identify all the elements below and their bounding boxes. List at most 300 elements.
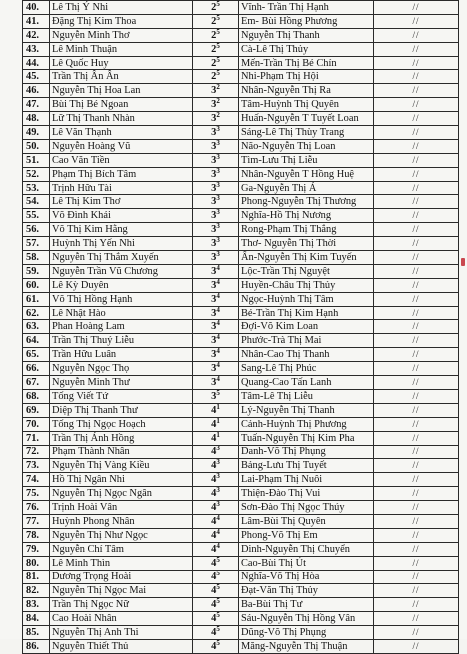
row-number: 78. [23, 528, 50, 542]
class-grade: 3 [211, 293, 217, 305]
class-grade: 4 [211, 515, 217, 527]
note-mark: // [374, 542, 459, 556]
class-cell [193, 542, 239, 556]
table-row [23, 487, 459, 501]
table-row [23, 570, 459, 584]
row-number: 74. [23, 473, 50, 487]
class-grade: 3 [211, 196, 217, 208]
table-row [23, 112, 459, 126]
row-number: 68. [23, 389, 50, 403]
parent-name: Phong-Nguyễn Thị Thương [239, 195, 374, 209]
student-name: Võ Thị Kim Hằng [50, 223, 193, 237]
class-grade: 4 [211, 613, 217, 625]
class-cell [193, 348, 239, 362]
row-number: 50. [23, 139, 50, 153]
note-mark: // [374, 195, 459, 209]
class-cell [193, 362, 239, 376]
row-number: 81. [23, 570, 50, 584]
class-cell [193, 639, 239, 653]
page-edge-mark [461, 258, 465, 266]
row-number: 52. [23, 167, 50, 181]
class-grade: 3 [211, 85, 217, 97]
note-mark: // [374, 556, 459, 570]
class-cell [193, 292, 239, 306]
student-name: Võ Đình Khải [50, 209, 193, 223]
student-name: Nguyễn Ngọc Thọ [50, 362, 193, 376]
class-section: 5 [216, 0, 220, 8]
note-mark: // [374, 612, 459, 626]
class-section: 5 [216, 69, 220, 78]
class-cell [193, 98, 239, 112]
table-row [23, 28, 459, 42]
parent-name: Vĩnh- Trần Thị Hạnh [239, 1, 374, 15]
row-number: 44. [23, 56, 50, 70]
note-mark: // [374, 56, 459, 70]
note-mark: // [374, 223, 459, 237]
table-row [23, 459, 459, 473]
parent-name: Lai-Phạm Thị Nuôi [239, 473, 374, 487]
parent-name: Lâm-Bùi Thị Quyên [239, 514, 374, 528]
row-number: 70. [23, 417, 50, 431]
row-number: 58. [23, 251, 50, 265]
class-grade: 3 [211, 182, 217, 194]
class-section: 4 [216, 306, 220, 314]
note-mark: // [374, 278, 459, 292]
row-number: 59. [23, 264, 50, 278]
table-row [23, 181, 459, 195]
table-row [23, 126, 459, 140]
note-mark: // [374, 570, 459, 584]
parent-name: Dinh-Nguyễn Thị Chuyển [239, 542, 374, 556]
class-section: 4 [216, 347, 220, 356]
class-section: 2 [216, 111, 220, 120]
class-grade: 4 [211, 585, 217, 597]
class-section: 5 [216, 42, 220, 50]
note-mark: // [374, 459, 459, 473]
class-grade: 4 [211, 529, 217, 541]
parent-name: Ba-Bùi Thị Tư [239, 598, 374, 612]
class-cell [193, 251, 239, 265]
student-name: Nguyễn Thị Hoa Lan [50, 84, 193, 98]
table-row [23, 167, 459, 181]
student-name: Lê Minh Thìn [50, 556, 193, 570]
student-name: Cao Hoài Nhân [50, 612, 193, 626]
class-cell [193, 501, 239, 515]
note-mark: // [374, 98, 459, 112]
class-grade: 3 [211, 265, 217, 277]
class-cell [193, 556, 239, 570]
class-grade: 4 [211, 474, 217, 486]
row-number: 75. [23, 487, 50, 501]
class-section: 4 [216, 375, 220, 383]
class-section: 3 [216, 472, 220, 481]
student-name: Lê Quốc Huy [50, 56, 193, 70]
class-grade: 2 [211, 29, 217, 41]
note-mark: // [374, 28, 459, 42]
parent-name: Quang-Cao Tấn Lanh [239, 376, 374, 390]
table-row [23, 139, 459, 153]
row-number: 57. [23, 237, 50, 251]
class-grade: 3 [211, 307, 217, 319]
student-list-table [22, 0, 459, 654]
class-grade: 4 [211, 418, 217, 430]
student-name: Lê Kỳ Duyên [50, 278, 193, 292]
class-section: 3 [216, 194, 220, 203]
class-cell [193, 42, 239, 56]
row-number: 46. [23, 84, 50, 98]
class-section: 4 [216, 333, 220, 342]
note-mark: // [374, 403, 459, 417]
class-grade: 3 [211, 279, 217, 291]
table-row [23, 403, 459, 417]
parent-name: Nghĩa-Hồ Thị Nương [239, 209, 374, 223]
parent-name: Lý-Nguyễn Thị Thanh [239, 403, 374, 417]
class-grade: 4 [211, 404, 217, 416]
note-mark: // [374, 292, 459, 306]
table-row [23, 417, 459, 431]
class-cell [193, 626, 239, 640]
parent-name: Cao-Bùi Thị Út [239, 556, 374, 570]
note-mark: // [374, 528, 459, 542]
row-number: 84. [23, 612, 50, 626]
row-number: 86. [23, 639, 50, 653]
table-row [23, 42, 459, 56]
parent-name: Cảnh-Huỳnh Thị Phương [239, 417, 374, 431]
class-grade: 3 [211, 140, 217, 152]
student-name: Nguyễn Chí Tâm [50, 542, 193, 556]
parent-name: Em- Bùi Hồng Phương [239, 14, 374, 28]
table-row [23, 431, 459, 445]
row-number: 43. [23, 42, 50, 56]
note-mark: // [374, 42, 459, 56]
class-cell [193, 167, 239, 181]
table-row [23, 639, 459, 653]
class-section: 4 [216, 514, 220, 522]
note-mark: // [374, 376, 459, 390]
table-row [23, 514, 459, 528]
student-name: Cao Văn Tiền [50, 153, 193, 167]
row-number: 41. [23, 14, 50, 28]
class-grade: 3 [211, 99, 217, 111]
note-mark: // [374, 584, 459, 598]
row-number: 69. [23, 403, 50, 417]
student-name: Đặng Thị Kim Thoa [50, 14, 193, 28]
class-section: 3 [216, 500, 220, 508]
parent-name: Lộc-Trần Thị Nguyệt [239, 264, 374, 278]
class-grade: 3 [211, 113, 217, 125]
student-name: Dương Trọng Hoài [50, 570, 193, 584]
class-grade: 4 [211, 543, 217, 555]
class-cell [193, 209, 239, 223]
note-mark: // [374, 70, 459, 84]
row-number: 47. [23, 98, 50, 112]
note-mark: // [374, 487, 459, 501]
class-grade: 4 [211, 502, 217, 513]
student-name: Nguyễn Thị Anh Thi [50, 626, 193, 640]
table-row [23, 348, 459, 362]
class-grade: 3 [211, 335, 217, 347]
class-cell [193, 403, 239, 417]
table-row [23, 473, 459, 487]
note-mark: // [374, 237, 459, 251]
student-name: Lê Nhật Hào [50, 306, 193, 320]
student-name: Trịnh Hữu Tài [50, 181, 193, 195]
parent-name: Nhi-Phạm Thị Hội [239, 70, 374, 84]
row-number: 72. [23, 445, 50, 459]
class-section: 1 [216, 403, 220, 411]
table-row [23, 292, 459, 306]
note-mark: // [374, 639, 459, 653]
table-row [23, 626, 459, 640]
parent-name: Huyền-Châu Thị Thủy [239, 278, 374, 292]
class-section: 5 [216, 556, 220, 564]
note-mark: // [374, 167, 459, 181]
row-number: 79. [23, 542, 50, 556]
class-cell [193, 584, 239, 598]
student-name: Diệp Thị Thanh Thư [50, 403, 193, 417]
class-cell [193, 223, 239, 237]
class-section: 4 [216, 319, 220, 328]
student-name: Trần Thị Thuý Liễu [50, 334, 193, 348]
class-section: 5 [216, 28, 220, 36]
table-row [23, 445, 459, 459]
parent-name: Nguyễn Thị Thanh [239, 28, 374, 42]
parent-name: Nhân-Nguyễn Thị Ra [239, 84, 374, 98]
note-mark: // [374, 181, 459, 195]
class-cell [193, 1, 239, 15]
note-mark: // [374, 112, 459, 126]
class-cell [193, 389, 239, 403]
student-name: Bùi Thị Bé Ngoan [50, 98, 193, 112]
class-grade: 2 [211, 71, 217, 83]
table-row [23, 376, 459, 390]
student-name: Nguyễn Thị Vàng Kiều [50, 459, 193, 473]
class-cell [193, 14, 239, 28]
class-grade: 4 [211, 627, 217, 639]
parent-name: Sang-Lê Thị Phúc [239, 362, 374, 376]
note-mark: // [374, 306, 459, 320]
class-grade: 3 [211, 238, 217, 250]
class-grade: 3 [211, 349, 217, 361]
class-cell [193, 112, 239, 126]
class-cell [193, 28, 239, 42]
note-mark: // [374, 389, 459, 403]
class-section: 4 [216, 278, 220, 286]
row-number: 83. [23, 598, 50, 612]
note-mark: // [374, 501, 459, 515]
class-cell [193, 445, 239, 459]
class-cell [193, 278, 239, 292]
class-cell [193, 570, 239, 584]
student-name: Nguyễn Thiết Thủ [50, 639, 193, 653]
class-cell [193, 320, 239, 334]
class-section: 3 [216, 250, 220, 258]
student-name: Trịnh Hoài Vân [50, 501, 193, 515]
class-grade: 3 [211, 321, 217, 333]
class-grade: 2 [211, 57, 217, 69]
student-name: Tống Viết Tứ [50, 389, 193, 403]
class-grade: 4 [211, 599, 217, 611]
class-grade: 2 [211, 43, 217, 55]
note-mark: // [374, 153, 459, 167]
table-row [23, 306, 459, 320]
row-number: 76. [23, 501, 50, 515]
table-row [23, 209, 459, 223]
class-cell [193, 528, 239, 542]
class-grade: 3 [211, 390, 217, 402]
table-body [23, 1, 459, 654]
class-section: 5 [216, 389, 220, 397]
row-number: 73. [23, 459, 50, 473]
table-row [23, 584, 459, 598]
row-number: 63. [23, 320, 50, 334]
class-cell [193, 84, 239, 98]
student-name: Nguyễn Thị Thắm Xuyến [50, 251, 193, 265]
student-name: Huỳnh Thị Yến Nhi [50, 237, 193, 251]
row-number: 77. [23, 514, 50, 528]
student-name: Phạm Thị Bích Tâm [50, 167, 193, 181]
class-cell [193, 70, 239, 84]
class-section: 3 [216, 445, 220, 453]
row-number: 40. [23, 1, 50, 15]
note-mark: // [374, 473, 459, 487]
parent-name: Mến-Trần Thị Bé Chín [239, 56, 374, 70]
class-section: 3 [216, 236, 220, 245]
note-mark: // [374, 320, 459, 334]
parent-name: Sơn-Đào Thị Ngọc Thúy [239, 501, 374, 515]
class-cell [193, 459, 239, 473]
student-name: Trần Thị Ngọc Nữ [50, 598, 193, 612]
row-number: 62. [23, 306, 50, 320]
class-cell [193, 376, 239, 390]
row-number: 49. [23, 126, 50, 140]
class-section: 5 [216, 625, 220, 634]
row-number: 55. [23, 209, 50, 223]
class-grade: 4 [211, 640, 217, 652]
parent-name: Sáu-Nguyễn Thị Hồng Vân [239, 612, 374, 626]
row-number: 82. [23, 584, 50, 598]
student-name: Trần Hữu Luân [50, 348, 193, 362]
class-grade: 2 [211, 1, 217, 13]
student-name: Lê Minh Thuận [50, 42, 193, 56]
class-section: 2 [216, 97, 220, 106]
class-grade: 3 [211, 168, 217, 180]
note-mark: // [374, 334, 459, 348]
table-row [23, 264, 459, 278]
note-mark: // [374, 626, 459, 640]
note-mark: // [374, 126, 459, 140]
row-number: 51. [23, 153, 50, 167]
row-number: 54. [23, 195, 50, 209]
note-mark: // [374, 514, 459, 528]
table-row [23, 153, 459, 167]
table-row [23, 320, 459, 334]
class-section: 3 [216, 125, 220, 133]
table-row [23, 84, 459, 98]
note-mark: // [374, 362, 459, 376]
student-name: Nguyễn Minh Thư [50, 376, 193, 390]
class-grade: 4 [211, 460, 217, 472]
row-number: 85. [23, 626, 50, 640]
parent-name: Ngọc-Huỳnh Thị Tâm [239, 292, 374, 306]
parent-name: Nhân-Cao Thị Thanh [239, 348, 374, 362]
parent-name: Tìm-Lưu Thị Liễu [239, 153, 374, 167]
parent-name: Bảng-Lưu Thị Tuyết [239, 459, 374, 473]
note-mark: // [374, 264, 459, 278]
class-section: 1 [216, 417, 220, 425]
note-mark: // [374, 14, 459, 28]
row-number: 42. [23, 28, 50, 42]
class-grade: 3 [211, 363, 217, 375]
class-section: 5 [216, 583, 220, 592]
table-row [23, 334, 459, 348]
parent-name: Não-Nguyễn Thị Loan [239, 139, 374, 153]
student-name: Phạm Thành Nhân [50, 445, 193, 459]
class-cell [193, 126, 239, 140]
table-row [23, 501, 459, 515]
student-name: Nguyễn Thị Như Ngọc [50, 528, 193, 542]
student-name: Hồ Thị Ngân Nhi [50, 473, 193, 487]
class-section: 4 [216, 292, 220, 300]
class-cell [193, 598, 239, 612]
row-number: 67. [23, 376, 50, 390]
parent-name: Nhân-Nguyễn T Hồng Huệ [239, 167, 374, 181]
class-section: 5 [216, 570, 220, 578]
class-cell [193, 195, 239, 209]
class-grade: 3 [211, 251, 217, 263]
class-grade: 3 [211, 126, 217, 138]
parent-name: Đợi-Võ Kim Loan [239, 320, 374, 334]
parent-name: Ga-Nguyễn Thị Á [239, 181, 374, 195]
parent-name: Phong-Võ Thị Em [239, 528, 374, 542]
class-section: 1 [216, 431, 220, 439]
table-row [23, 70, 459, 84]
class-section: 4 [216, 264, 220, 272]
table-row [23, 56, 459, 70]
table-row [23, 278, 459, 292]
note-mark: // [374, 209, 459, 223]
row-number: 66. [23, 362, 50, 376]
parent-name: Tâm-Lê Thị Liễu [239, 389, 374, 403]
parent-name: Tâm-Huỳnh Thị Quyên [239, 98, 374, 112]
student-name: Tống Thị Ngọc Hoạch [50, 417, 193, 431]
parent-name: Thơ- Nguyễn Thị Thời [239, 237, 374, 251]
student-name: Nguyễn Thị Ngọc Ngân [50, 487, 193, 501]
table-row [23, 251, 459, 265]
row-number: 71. [23, 431, 50, 445]
student-name: Võ Thị Hồng Hạnh [50, 292, 193, 306]
parent-name: Dũng-Võ Thị Phụng [239, 626, 374, 640]
row-number: 64. [23, 334, 50, 348]
table-row [23, 195, 459, 209]
note-mark: // [374, 598, 459, 612]
class-cell [193, 237, 239, 251]
table-row [23, 1, 459, 15]
student-name: Nguyễn Hoàng Vũ [50, 139, 193, 153]
class-section: 5 [216, 639, 220, 647]
class-cell [193, 139, 239, 153]
student-name: Trần Thị Ánh Hồng [50, 431, 193, 445]
class-cell [193, 487, 239, 501]
class-section: 3 [216, 208, 220, 217]
parent-name: Huấn-Nguyễn T Tuyết Loan [239, 112, 374, 126]
class-cell [193, 264, 239, 278]
class-grade: 3 [211, 376, 217, 388]
note-mark: // [374, 348, 459, 362]
class-cell [193, 153, 239, 167]
parent-name: Thiện-Đào Thị Vui [239, 487, 374, 501]
student-name: Phan Hoàng Lam [50, 320, 193, 334]
